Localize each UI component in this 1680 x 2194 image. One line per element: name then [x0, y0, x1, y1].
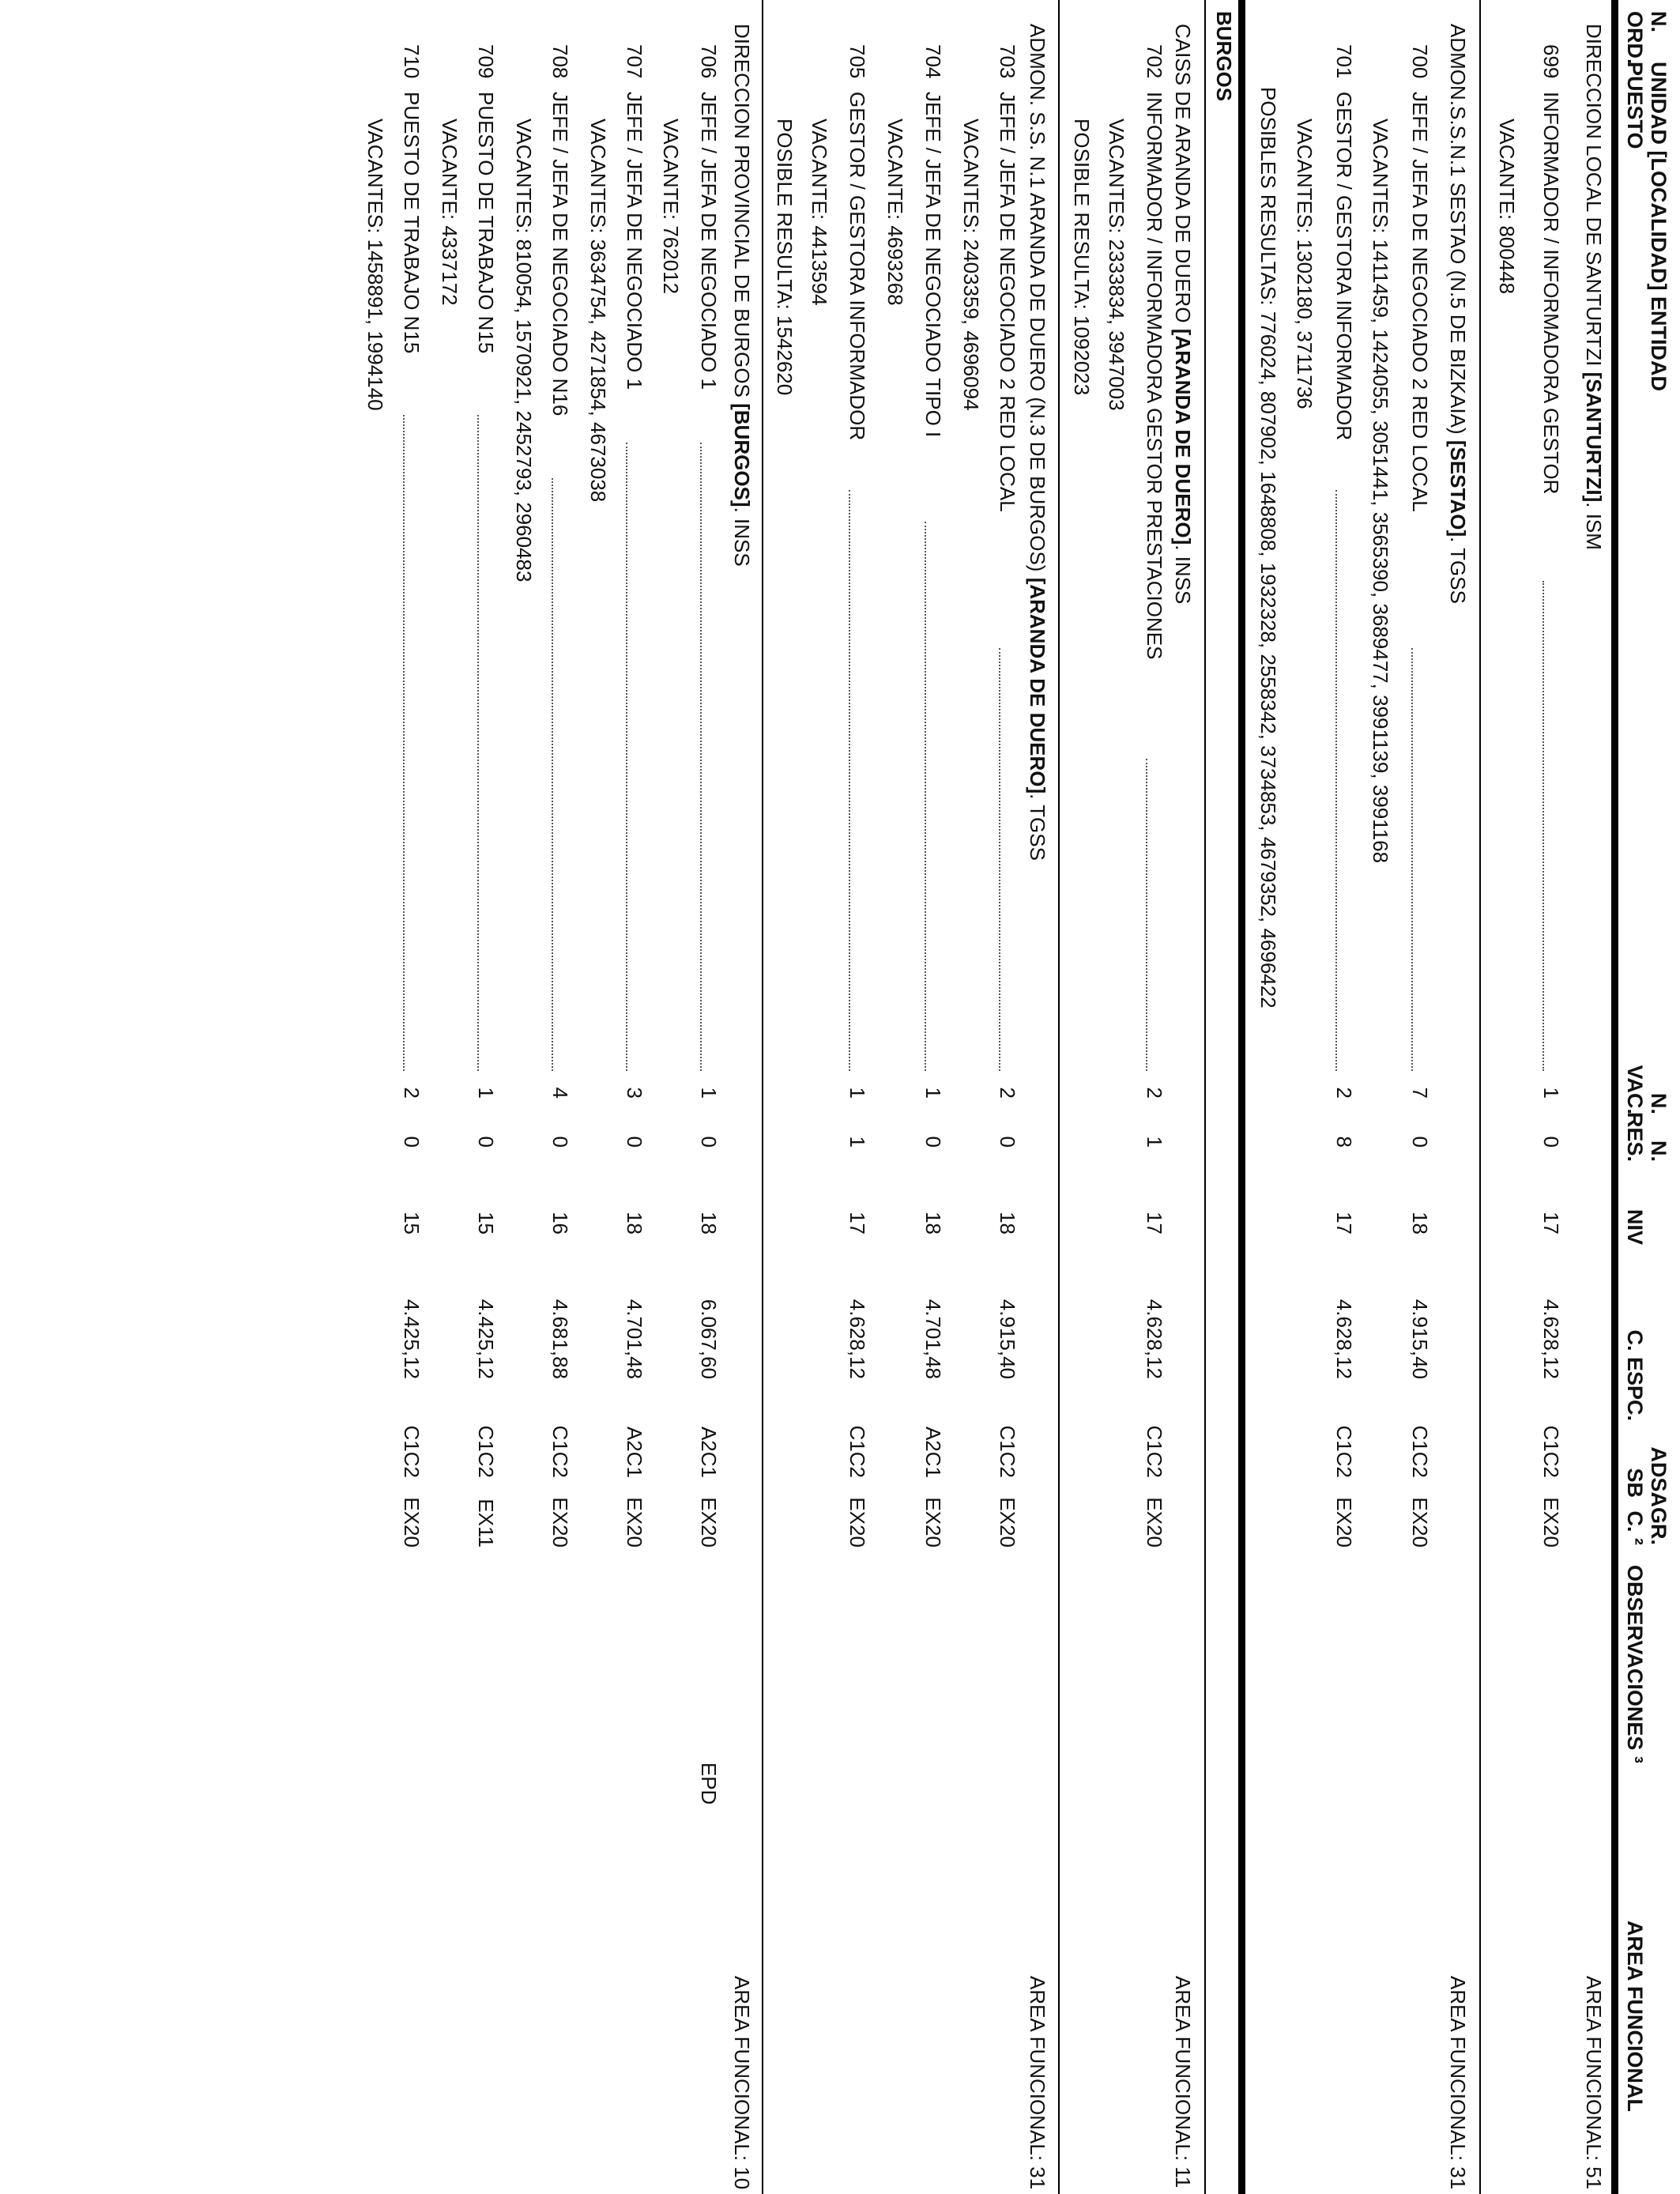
- post-agr-c: EX20: [548, 1497, 572, 1547]
- unit-area-funcional: AREA FUNCIONAL: 11: [1171, 1976, 1195, 2188]
- post-ads-sb: C1C2: [996, 1425, 1019, 1478]
- vacancy-detail: VACANTE: 762012: [659, 119, 683, 295]
- vacancy-detail: VACANTE: 4337172: [438, 119, 461, 306]
- post-n-vac: 4: [548, 1087, 572, 1099]
- dot-leader: [849, 490, 850, 1071]
- post-ads-sb: A2C1: [697, 1426, 721, 1478]
- unit-title: ADMON. S.S. N.1 ARANDA DE DUERO (N.3 DE BURGOS) [ARANDA DE DUERO]. TGSS: [1026, 24, 1049, 861]
- vacancy-detail: VACANTE: 4693268: [883, 119, 907, 306]
- header-n-vac-2: VAC.: [1623, 1065, 1647, 1114]
- post-niv: 17: [1539, 1212, 1563, 1235]
- unit-separator: [1479, 0, 1481, 2194]
- vacancy-detail: VACANTES: 2403359, 4696094: [959, 119, 983, 411]
- vacancy-detail: VACANTES: 2333834, 3947003: [1105, 119, 1128, 411]
- header-rule: [1611, 0, 1618, 2194]
- post-name: JEFE / JEFA DE NEGOCIADO 1: [697, 92, 721, 390]
- post-agr-c: EX20: [1143, 1497, 1166, 1547]
- post-c-espc: 4.701,48: [921, 1299, 945, 1379]
- post-c-espc: 4.915,40: [996, 1299, 1019, 1379]
- dot-leader: [999, 648, 1000, 1071]
- post-n-res: 0: [921, 1136, 945, 1148]
- post-name: PUESTO DE TRABAJO N15: [400, 92, 424, 354]
- post-name: JEFE / JEFA DE NEGOCIADO N16: [548, 92, 572, 417]
- post-n-vac: 1: [1539, 1087, 1563, 1099]
- dot-leader: [477, 415, 479, 1071]
- post-c-espc: 4.425,12: [400, 1299, 424, 1379]
- province-underline: [1204, 0, 1206, 2194]
- post-number: 708: [548, 44, 572, 79]
- post-c-espc: 4.701,48: [623, 1299, 646, 1379]
- header-puesto: PUESTO: [1623, 62, 1647, 149]
- post-n-res: 0: [474, 1136, 498, 1148]
- post-ads-sb: C1C2: [1539, 1425, 1563, 1478]
- vacancy-detail: VACANTES: 1302180, 3711736: [1293, 119, 1317, 409]
- post-ads-sb: C1C2: [400, 1425, 424, 1478]
- post-niv: 17: [1143, 1212, 1166, 1235]
- post-c-espc: 4.628,12: [1143, 1299, 1166, 1379]
- post-agr-c: EX20: [1539, 1497, 1563, 1547]
- post-ads-sb: A2C1: [623, 1426, 646, 1478]
- header-area-funcional: AREA FUNCIONAL: [1623, 1921, 1647, 2112]
- post-number: 709: [474, 44, 498, 79]
- post-n-vac: 2: [1332, 1087, 1356, 1099]
- post-n-res: 0: [623, 1136, 646, 1148]
- unit-separator: [1058, 0, 1060, 2194]
- header-unidad: UNIDAD [LOCALIDAD] ENTIDAD: [1647, 62, 1671, 391]
- vacancy-detail: VACANTES: 810054, 1570921, 2452793, 2960483: [512, 119, 536, 582]
- post-ads-sb: C1C2: [548, 1425, 572, 1478]
- post-niv: 17: [1332, 1212, 1356, 1235]
- header-agr-1: AGR.: [1647, 1491, 1671, 1545]
- post-name: JEFE / JEFA DE NEGOCIADO 2 RED LOCAL: [996, 92, 1019, 512]
- post-name: JEFE / JEFA DE NEGOCIADO TIPO I: [921, 92, 945, 438]
- post-n-res: 0: [548, 1136, 572, 1148]
- post-n-vac: 3: [623, 1087, 646, 1099]
- post-number: 703: [996, 44, 1019, 79]
- post-n-res: 0: [996, 1136, 1019, 1148]
- post-n-vac: 2: [1143, 1087, 1166, 1099]
- post-ads-sb: C1C2: [1332, 1425, 1356, 1478]
- post-ads-sb: C1C2: [846, 1425, 869, 1478]
- post-n-res: 8: [1332, 1136, 1356, 1148]
- dot-leader: [1335, 490, 1337, 1071]
- post-agr-c: EX20: [1408, 1497, 1432, 1547]
- header-n-ord-2: ORD.: [1623, 11, 1647, 65]
- dot-leader: [700, 443, 702, 1071]
- unit-title: CAISS DE ARANDA DE DUERO [ARANDA DE DUERO]. INSS: [1171, 24, 1195, 605]
- post-observaciones: EPD: [697, 1762, 721, 1805]
- province-rule: [1238, 0, 1245, 2194]
- province-heading: BURGOS: [1212, 11, 1236, 102]
- post-name: GESTOR / GESTORA INFORMADOR: [1332, 92, 1356, 441]
- header-n-vac-1: N.: [1647, 1093, 1671, 1114]
- header-niv: NIV: [1623, 1209, 1647, 1246]
- post-name: PUESTO DE TRABAJO N15: [474, 92, 498, 354]
- unit-title: DIRECCION PROVINCIAL DE BURGOS [BURGOS]. INSS: [730, 24, 754, 567]
- post-c-espc: 4.681,88: [548, 1299, 572, 1379]
- post-n-vac: 2: [400, 1087, 424, 1099]
- post-niv: 15: [474, 1212, 498, 1235]
- post-agr-c: EX11: [474, 1498, 498, 1547]
- post-n-vac: 1: [474, 1087, 498, 1099]
- possible-result-detail: POSIBLE RESULTA: 1092023: [1070, 119, 1094, 396]
- header-n-res-2: RES.: [1623, 1111, 1647, 1162]
- post-n-res: 0: [697, 1136, 721, 1148]
- post-niv: 18: [697, 1212, 721, 1235]
- unit-separator: [762, 0, 763, 2194]
- post-agr-c: EX20: [623, 1497, 646, 1547]
- unit-area-funcional: AREA FUNCIONAL: 10: [730, 1976, 754, 2190]
- header-c-espc: C. ESPC.: [1623, 1329, 1647, 1421]
- post-n-vac: 1: [697, 1087, 721, 1099]
- post-c-espc: 4.628,12: [1539, 1299, 1563, 1379]
- header-observaciones: OBSERVACIONES ³: [1623, 1565, 1647, 1764]
- post-n-vac: 1: [846, 1087, 869, 1099]
- header-ads-1: ADS.: [1647, 1446, 1671, 1498]
- header-agr-2: C. ²: [1623, 1510, 1647, 1545]
- vacancy-detail: VACANTES: 1411459, 1424055, 3051441, 3565390, 3689477, 3991139, 3991168: [1369, 119, 1392, 864]
- post-number: 700: [1408, 44, 1432, 79]
- possible-results-detail: POSIBLES RESULTAS: 776024, 807902, 1648808, 1932328, 2558342, 3734853, 4679352, 4696422: [1256, 87, 1280, 1008]
- header-n-ord-1: N.: [1647, 11, 1671, 32]
- post-c-espc: 6.067,60: [697, 1299, 721, 1379]
- post-n-res: 0: [400, 1136, 424, 1148]
- post-n-vac: 2: [996, 1087, 1019, 1099]
- post-niv: 18: [996, 1212, 1019, 1235]
- post-n-vac: 7: [1408, 1087, 1432, 1099]
- vacancy-detail: VACANTES: 1458891, 1994140: [363, 119, 387, 411]
- unit-title: ADMON.S.S.N.1 SESTAO (N.5 DE BIZKAIA) [SESTAO]. TGSS: [1446, 24, 1470, 604]
- dot-leader: [1543, 581, 1544, 1071]
- post-c-espc: 4.425,12: [474, 1299, 498, 1379]
- post-agr-c: EX20: [846, 1497, 869, 1547]
- possible-result-detail: POSIBLE RESULTA: 1542620: [773, 119, 797, 396]
- post-c-espc: 4.915,40: [1408, 1299, 1432, 1379]
- post-name: INFORMADOR / INFORMADORA GESTOR: [1539, 92, 1563, 495]
- post-n-vac: 1: [921, 1087, 945, 1099]
- header-n-res-1: N.: [1647, 1140, 1671, 1162]
- post-agr-c: EX20: [1332, 1497, 1356, 1547]
- vacancy-detail: VACANTES: 3634754, 4271854, 4673038: [586, 119, 610, 503]
- header-ads-2: SB: [1623, 1468, 1647, 1498]
- post-ads-sb: C1C2: [474, 1425, 498, 1478]
- post-ads-sb: A2C1: [921, 1426, 945, 1478]
- post-n-res: 0: [1408, 1136, 1432, 1148]
- dot-leader: [403, 415, 405, 1071]
- post-niv: 18: [623, 1212, 646, 1235]
- post-number: 707: [623, 44, 646, 79]
- post-n-res: 1: [846, 1136, 869, 1148]
- post-name: JEFE / JEFA DE NEGOCIADO 1: [623, 92, 646, 390]
- post-ads-sb: C1C2: [1408, 1425, 1432, 1478]
- dot-leader: [626, 443, 627, 1071]
- post-number: 704: [921, 44, 945, 79]
- post-number: 699: [1539, 44, 1563, 79]
- unit-area-funcional: AREA FUNCIONAL: 51: [1582, 1976, 1606, 2190]
- unit-area-funcional: AREA FUNCIONAL: 31: [1026, 1976, 1049, 2190]
- dot-leader: [1411, 648, 1413, 1071]
- post-agr-c: EX20: [996, 1497, 1019, 1547]
- post-name: JEFE / JEFA DE NEGOCIADO 2 RED LOCAL: [1408, 92, 1432, 512]
- post-number: 710: [400, 44, 424, 79]
- post-name: GESTOR / GESTORA INFORMADOR: [846, 92, 869, 441]
- post-niv: 18: [1408, 1212, 1432, 1235]
- post-ads-sb: C1C2: [1143, 1425, 1166, 1478]
- post-number: 706: [697, 44, 721, 79]
- post-niv: 17: [846, 1212, 869, 1235]
- dot-leader: [552, 478, 553, 1071]
- vacancy-detail: VACANTE: 800448: [1495, 119, 1519, 295]
- post-n-res: 1: [1143, 1136, 1166, 1148]
- dot-leader: [1146, 759, 1147, 1071]
- post-c-espc: 4.628,12: [1332, 1299, 1356, 1379]
- post-niv: 15: [400, 1212, 424, 1235]
- post-number: 702: [1143, 44, 1166, 79]
- post-c-espc: 4.628,12: [846, 1299, 869, 1379]
- unit-area-funcional: AREA FUNCIONAL: 31: [1446, 1976, 1470, 2190]
- post-n-res: 0: [1539, 1136, 1563, 1148]
- post-niv: 16: [548, 1212, 572, 1235]
- post-agr-c: EX20: [697, 1497, 721, 1547]
- vacancy-detail: VACANTE: 4413594: [808, 119, 831, 306]
- post-number: 705: [846, 44, 869, 79]
- post-agr-c: EX20: [921, 1497, 945, 1547]
- post-agr-c: EX20: [400, 1497, 424, 1547]
- post-niv: 18: [921, 1212, 945, 1235]
- unit-title: DIRECCION LOCAL DE SANTURTZI [SANTURTZI]. ISM: [1582, 24, 1606, 550]
- post-number: 701: [1332, 44, 1356, 79]
- post-name: INFORMADOR / INFORMADORA GESTOR PRESTACIONES: [1143, 92, 1166, 660]
- dot-leader: [925, 522, 926, 1071]
